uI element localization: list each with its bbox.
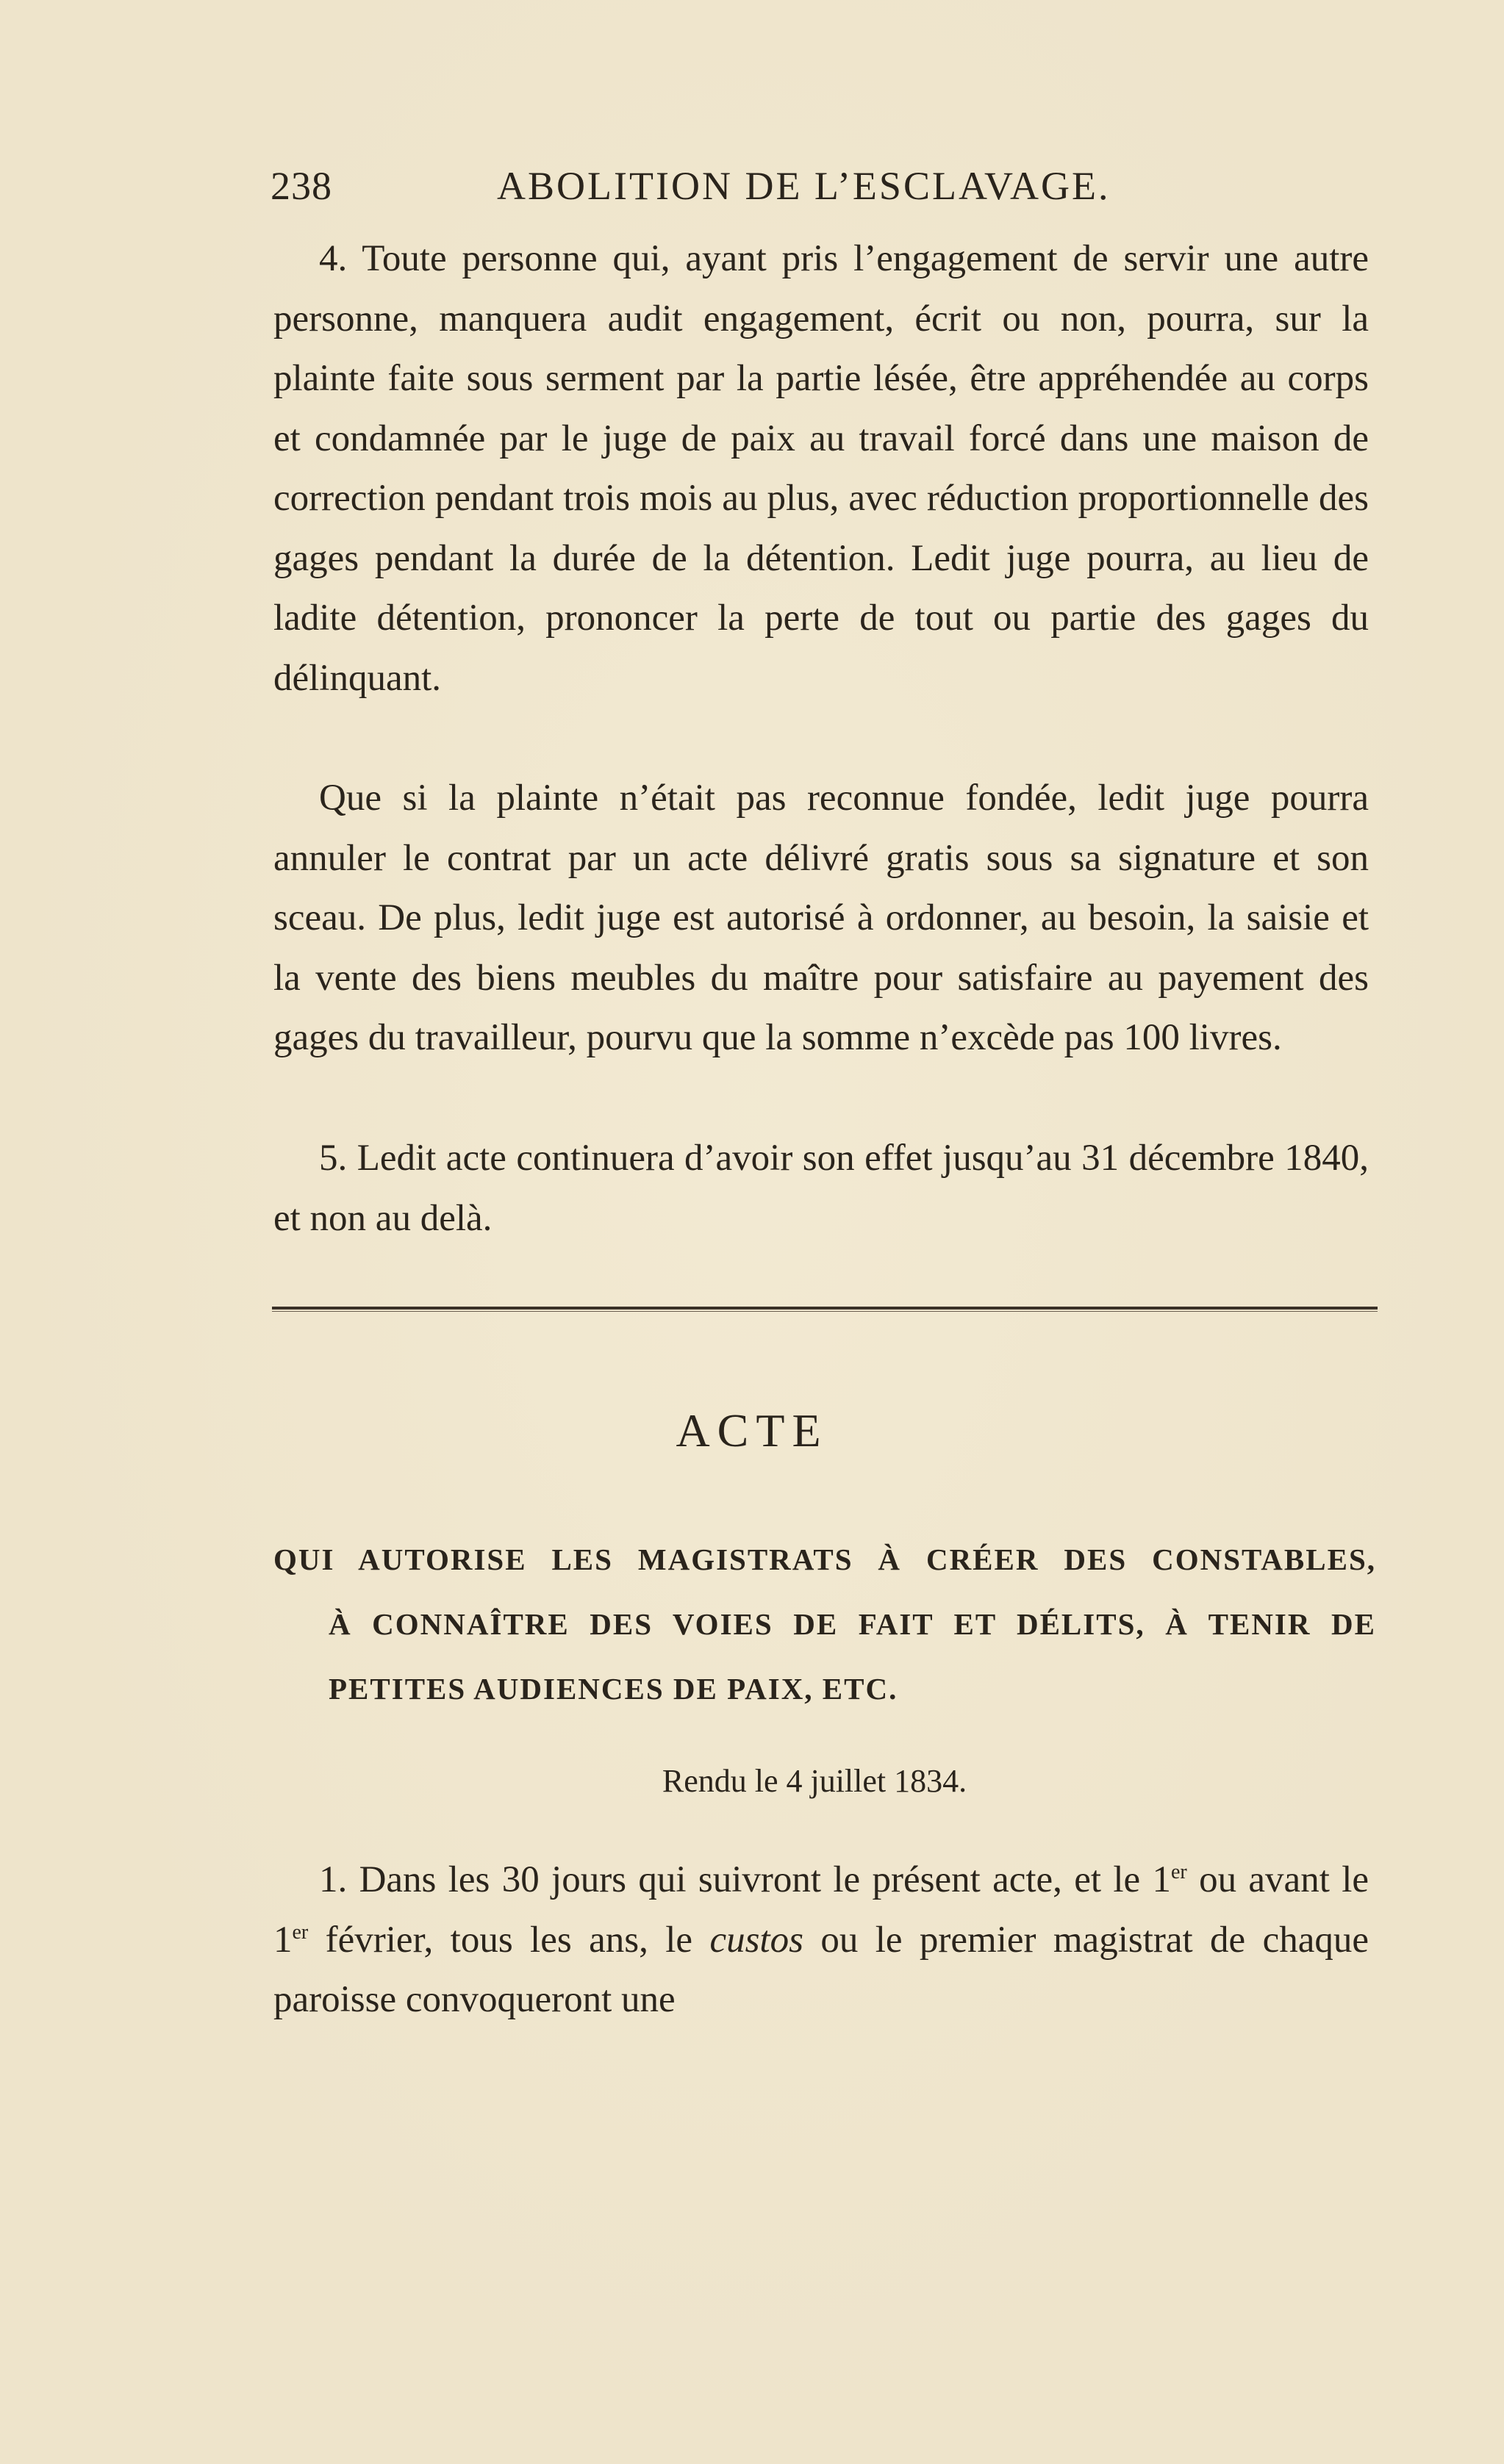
act-subtitle-line-2: À CONNAÎTRE DES VOIES DE FAIT ET DÉLITS, À TENIR DE bbox=[329, 1607, 1376, 1641]
article-1-text-part-4: ou le premier magistrat de chaque paroisse convoqueront une bbox=[273, 1919, 1369, 2020]
act-title: ACTE bbox=[676, 1404, 828, 1457]
article-1-text-part-3: février, tous les ans, le bbox=[308, 1919, 710, 1961]
section-divider-rule bbox=[272, 1307, 1378, 1312]
page-number: 238 bbox=[271, 164, 332, 208]
article-4 bbox=[273, 229, 1369, 708]
article-5-number: 5. bbox=[319, 1138, 348, 1179]
act-subtitle-line-1: QUI AUTORISE LES MAGISTRATS À CRÉER DES CONSTABLES, bbox=[273, 1542, 1376, 1576]
article-1 bbox=[273, 1850, 1369, 2030]
article-1-text-part-2: ou avant le 1 bbox=[273, 1859, 1369, 1961]
article-5 bbox=[273, 1129, 1369, 1249]
running-title: ABOLITION DE L’ESCLAVAGE. bbox=[497, 164, 1111, 208]
act-date: Rendu le 4 juillet 1834. bbox=[662, 1763, 967, 1799]
custos-italic: custos bbox=[709, 1919, 803, 1961]
article-5-text: Ledit acte continuera d’avoir son effet jusqu’au 31 décembre 1840, et non au delà. bbox=[273, 1138, 1369, 1239]
page-header bbox=[271, 163, 1138, 215]
article-1-text-part-1: Dans les 30 jours qui suivront le présent acte, et le 1 bbox=[359, 1859, 1171, 1900]
article-5-paragraph bbox=[273, 1129, 1369, 1249]
paragraph-que-si bbox=[273, 769, 1369, 1068]
ordinal-superscript-2: er bbox=[292, 1920, 309, 1944]
article-4-text: Toute personne qui, ayant pris l’engagement de servir une autre personne, manquera audit engagement, écrit ou non, pourra, sur la plainte faite sous serment par la partie lésée, être appréhendée au corps et condamnée par le juge de paix au travail forcé dans une maison de correction pendant trois mois au plus, avec réduction proportionnelle des gages pendant la durée de la détention. Ledit juge pourra, au lieu de ladite détention, prononcer la perte de tout ou partie des gages du délinquant. bbox=[273, 238, 1369, 699]
paragraph-que-si-text: Que si la plainte n’était pas reconnue fondée, ledit juge pourra annuler le contrat par un acte délivré gratis sous sa signature et son sceau. De plus, ledit juge est autorisé à ordonner, au besoin, la saisie et la vente des biens meubles du maître pour satisfaire au payement des gages du travailleur, pourvu que la somme n’excède pas 100 livres. bbox=[273, 777, 1369, 1058]
article-1-number: 1. bbox=[319, 1859, 348, 1900]
act-subtitle-line-3: PETITES AUDIENCES DE PAIX, ETC. bbox=[329, 1672, 898, 1706]
act-subtitle bbox=[273, 1527, 1376, 1721]
article-1-paragraph bbox=[273, 1850, 1369, 2030]
article-4-paragraph bbox=[273, 229, 1369, 708]
ordinal-superscript-1: er bbox=[1171, 1861, 1187, 1883]
article-4-number: 4. bbox=[319, 238, 348, 279]
